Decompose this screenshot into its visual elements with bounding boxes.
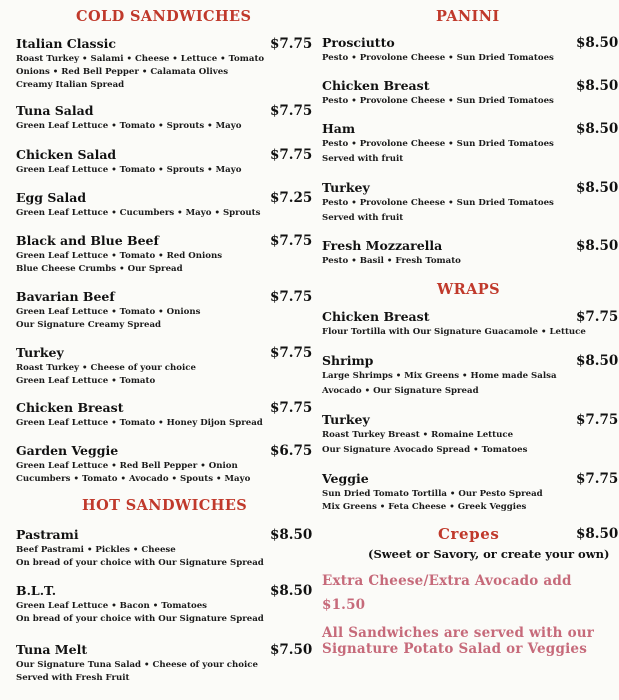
item-desc: On bread of your choice with Our Signature Spread — [16, 558, 264, 568]
item-name: Fresh Mozzarella — [322, 238, 443, 253]
item-price: $7.75 — [576, 309, 619, 325]
item-desc: Creamy Italian Spread — [16, 80, 125, 90]
item-price: $8.50 — [270, 583, 313, 599]
item-name: B.L.T. — [16, 583, 57, 598]
item-name: Bavarian Beef — [16, 289, 115, 304]
item-name: Turkey — [322, 412, 370, 427]
item-name: Shrimp — [322, 353, 374, 368]
item-name: Chicken Breast — [322, 78, 430, 93]
item-desc: On bread of your choice with Our Signature Spread — [16, 614, 264, 624]
item-desc: Green Leaf Lettuce • Cucumbers • Mayo • Sprouts — [16, 208, 261, 218]
item-price: $8.50 — [576, 180, 619, 196]
item-name: Garden Veggie — [16, 443, 119, 458]
item-price: $8.50 — [270, 527, 313, 543]
item-name: Chicken Breast — [322, 309, 430, 324]
item-price: $7.75 — [270, 233, 313, 249]
item-desc: Pesto • Provolone Cheese • Sun Dried Tomatoes — [322, 53, 554, 63]
item-desc: Blue Cheese Crumbs • Our Spread — [16, 264, 183, 274]
item-price: $6.75 — [270, 443, 313, 459]
extra-note-price: $1.50 — [322, 597, 366, 613]
item-name: Pastrami — [16, 527, 79, 542]
item-desc: Mix Greens • Feta Cheese • Greek Veggies — [322, 502, 527, 512]
item-price: $8.50 — [576, 35, 619, 51]
item-desc: Pesto • Provolone Cheese • Sun Dried Tomatoes — [322, 139, 554, 149]
item-desc: Green Leaf Lettuce • Red Bell Pepper • Onion — [16, 461, 238, 471]
item-price: $8.50 — [576, 121, 619, 137]
item-price: $8.50 — [576, 353, 619, 369]
item-price: $8.50 — [576, 238, 619, 254]
item-desc: Our Signature Creamy Spread — [16, 320, 162, 330]
item-desc: Roast Turkey Breast • Romaine Lettuce — [322, 430, 514, 440]
served-note-line1: All Sandwiches are served with our — [322, 625, 595, 641]
item-price: $7.75 — [270, 345, 313, 361]
item-price: $7.50 — [270, 642, 313, 658]
item-desc: Green Leaf Lettuce • Bacon • Tomatoes — [16, 601, 208, 611]
crepes-title: Crepes — [438, 525, 500, 543]
item-desc: Served with Fresh Fruit — [16, 673, 130, 683]
item-desc: Green Leaf Lettuce • Tomato • Sprouts • Mayo — [16, 165, 242, 175]
item-name: Tuna Melt — [16, 642, 88, 657]
cold-sandwiches-title: COLD SANDWICHES — [76, 8, 252, 25]
item-name: Turkey — [16, 345, 64, 360]
item-price: $7.75 — [270, 147, 313, 163]
item-desc: Pesto • Provolone Cheese • Sun Dried Tomatoes — [322, 96, 554, 106]
hot-sandwiches-title: HOT SANDWICHES — [82, 497, 248, 514]
item-desc: Green Leaf Lettuce • Tomato • Honey Dijon Spread — [16, 418, 263, 428]
item-price: $7.75 — [270, 36, 313, 52]
item-desc: Cucumbers • Tomato • Avocado • Spouts • Mayo — [16, 474, 251, 484]
item-desc: Roast Turkey • Cheese of your choice — [16, 363, 196, 373]
item-desc: Avocado • Our Signature Spread — [322, 386, 479, 396]
item-desc: Roast Turkey • Salami • Cheese • Lettuce • Tomato — [16, 54, 265, 64]
item-desc: Green Leaf Lettuce • Tomato • Onions — [16, 307, 201, 317]
item-desc: Onions • Red Bell Pepper • Calamata Olives — [16, 67, 229, 77]
item-price: $7.75 — [270, 400, 313, 416]
item-price: $7.75 — [576, 471, 619, 487]
item-name: Tuna Salad — [16, 103, 94, 118]
item-desc: Our Signature Tuna Salad • Cheese of your choice — [16, 660, 258, 670]
item-name: Chicken Breast — [16, 400, 124, 415]
item-desc: Pesto • Basil • Fresh Tomato — [322, 256, 461, 266]
item-desc: Our Signature Avocado Spread • Tomatoes — [322, 445, 528, 455]
item-price: $7.25 — [270, 190, 313, 206]
extra-note-line1: Extra Cheese/Extra Avocado add — [322, 573, 572, 589]
item-name: Chicken Salad — [16, 147, 117, 162]
item-desc: Green Leaf Lettuce • Tomato • Red Onions — [16, 251, 223, 261]
crepes-subtitle: (Sweet or Savory, or create your own) — [368, 547, 610, 561]
wraps-title: WRAPS — [437, 281, 500, 298]
item-name: Black and Blue Beef — [16, 233, 159, 248]
item-desc: Green Leaf Lettuce • Tomato — [16, 376, 156, 386]
crepes-price: $8.50 — [576, 526, 619, 542]
item-price: $7.75 — [576, 412, 619, 428]
item-desc: Pesto • Provolone Cheese • Sun Dried Tomatoes — [322, 198, 554, 208]
item-desc: Beef Pastrami • Pickles • Cheese — [16, 545, 176, 555]
item-name: Turkey — [322, 180, 370, 195]
served-note-line2: Signature Potato Salad or Veggies — [322, 641, 587, 657]
panini-title: PANINI — [436, 8, 500, 25]
item-price: $7.75 — [270, 103, 313, 119]
item-price: $7.75 — [270, 289, 313, 305]
item-name: Veggie — [322, 471, 369, 486]
item-desc: Sun Dried Tomato Tortilla • Our Pesto Spread — [322, 489, 543, 499]
item-desc: Served with fruit — [322, 154, 404, 164]
item-desc: Large Shrimps • Mix Greens • Home made Salsa — [322, 371, 557, 381]
item-desc: Served with fruit — [322, 213, 404, 223]
item-name: Ham — [322, 121, 356, 136]
item-name: Italian Classic — [16, 36, 116, 51]
item-desc: Flour Tortilla with Our Signature Guacamole • Lettuce — [322, 327, 586, 337]
item-price: $8.50 — [576, 78, 619, 94]
item-name: Egg Salad — [16, 190, 87, 205]
item-desc: Green Leaf Lettuce • Tomato • Sprouts • Mayo — [16, 121, 242, 131]
item-name: Prosciutto — [322, 35, 395, 50]
